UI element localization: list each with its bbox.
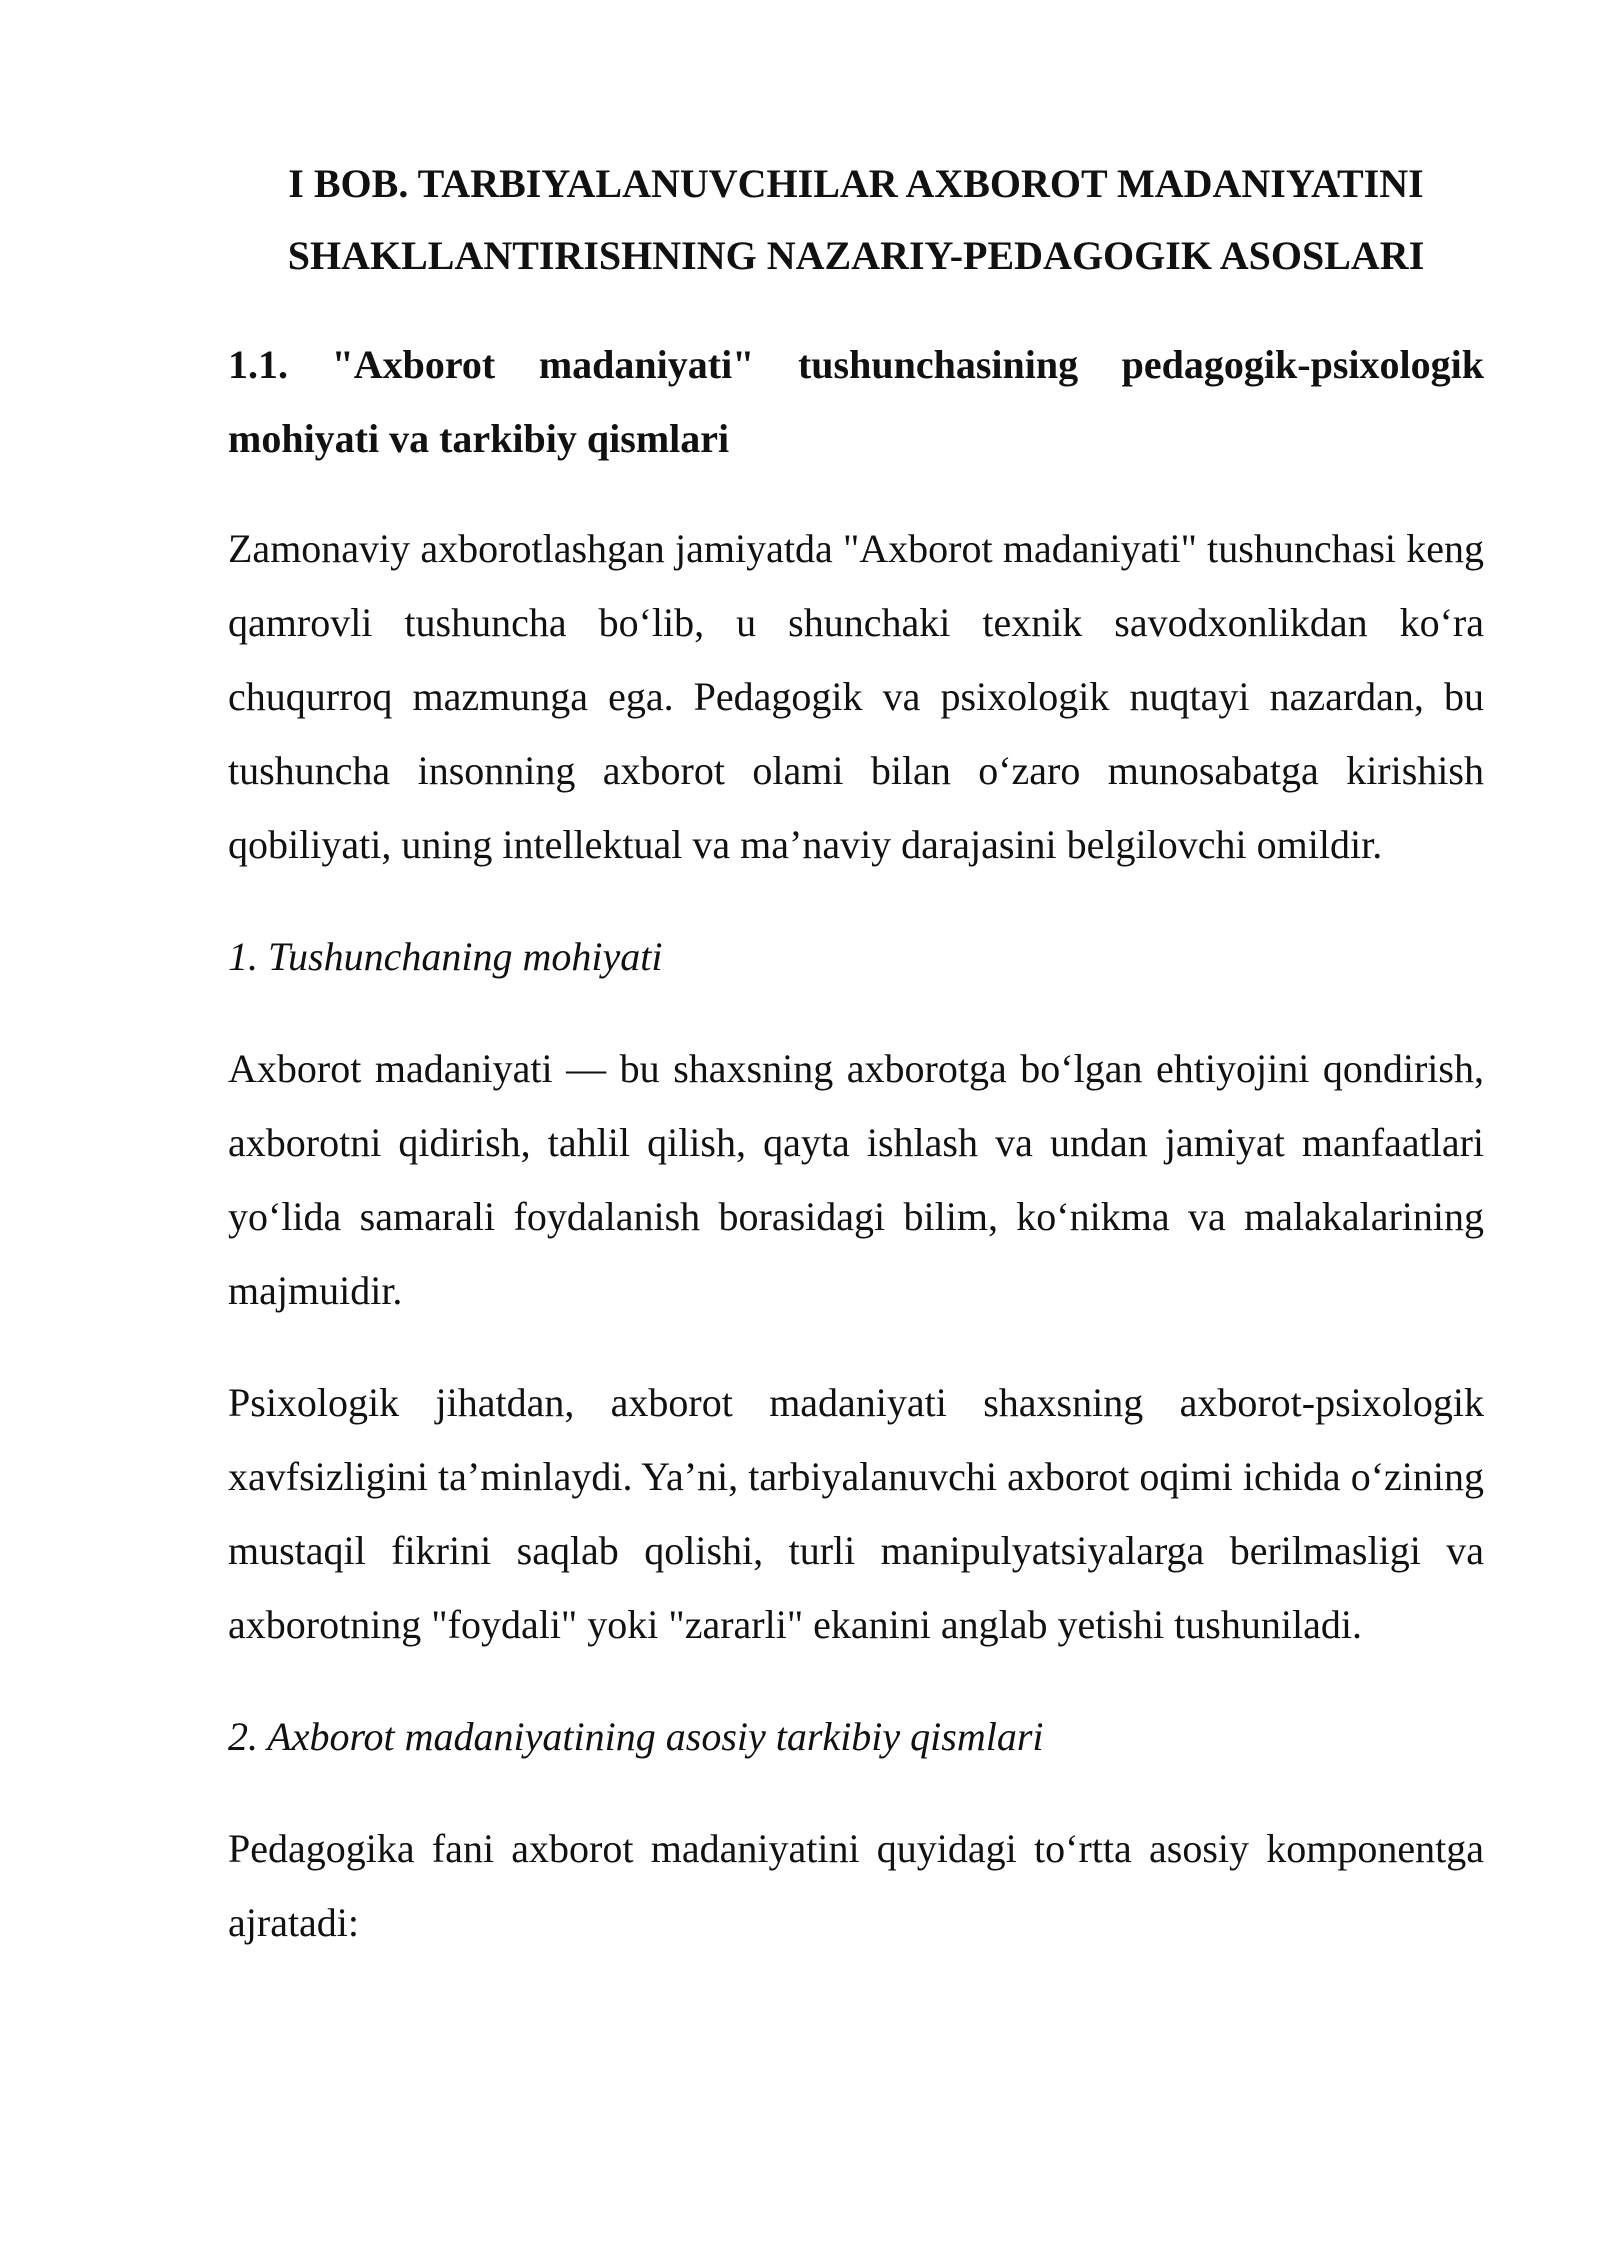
paragraph-intro: Zamonaviy axborotlashgan jamiyatda "Axborot madaniyati" tushunchasi keng qamrovli tushuncha bo‘lib, u shunchaki texnik savodxonlikdan ko‘ra chuqurroq mazmunga ega. Pedagogik va psixologik nuqtayi nazardan, bu tushuncha insonning axborot olami bilan o‘zaro munosabatga kirishish qobiliyati, uning intellektual va ma’naviy darajasini belgilovchi omildir. [228,526,1484,867]
document-page [228,148,1484,1998]
paragraph-components-intro: Pedagogika fani axborot madaniyatini quyidagi to‘rtta asosiy komponentga ajratadi: [228,1826,1484,1945]
chapter-title-line-1: I BOB. TARBIYALANUVCHILAR AXBOROT MADANIYATINI [288,161,1424,206]
section-heading: 1.1. "Axborot madaniyati" tushunchasining pedagogik-psixologik mohiyati va tarkibiy qismlari [228,342,1484,461]
chapter-title-line-2: SHAKLLANTIRISHNING NAZARIY-PEDAGOGIK ASOSLARI [287,233,1425,278]
subheading-concept-essence: 1. Tushunchaning mohiyati [228,934,663,979]
paragraph-psychological: Psixologik jihatdan, axborot madaniyati shaxsning axborot-psixologik xavfsizligini ta’minlaydi. Ya’ni, tarbiyalanuvchi axborot oqimi ichida o‘zining mustaqil fikrini saqlab qolishi, turli manipulyatsiyalarga berilmasligi va axborotning "foydali" yoki "zararli" ekanini anglab yetishi tushuniladi. [228,1380,1484,1647]
chapter-title [228,148,1484,292]
subheading-components: 2. Axborot madaniyatining asosiy tarkibiy qismlari [228,1714,1044,1759]
paragraph-definition: Axborot madaniyati — bu shaxsning axborotga bo‘lgan ehtiyojini qondirish, axborotni qidirish, tahlil qilish, qayta ishlash va undan jamiyat manfaatlari yo‘lida samarali foydalanish borasidagi bilim, ko‘nikma va malakalarining majmuidir. [228,1046,1484,1313]
